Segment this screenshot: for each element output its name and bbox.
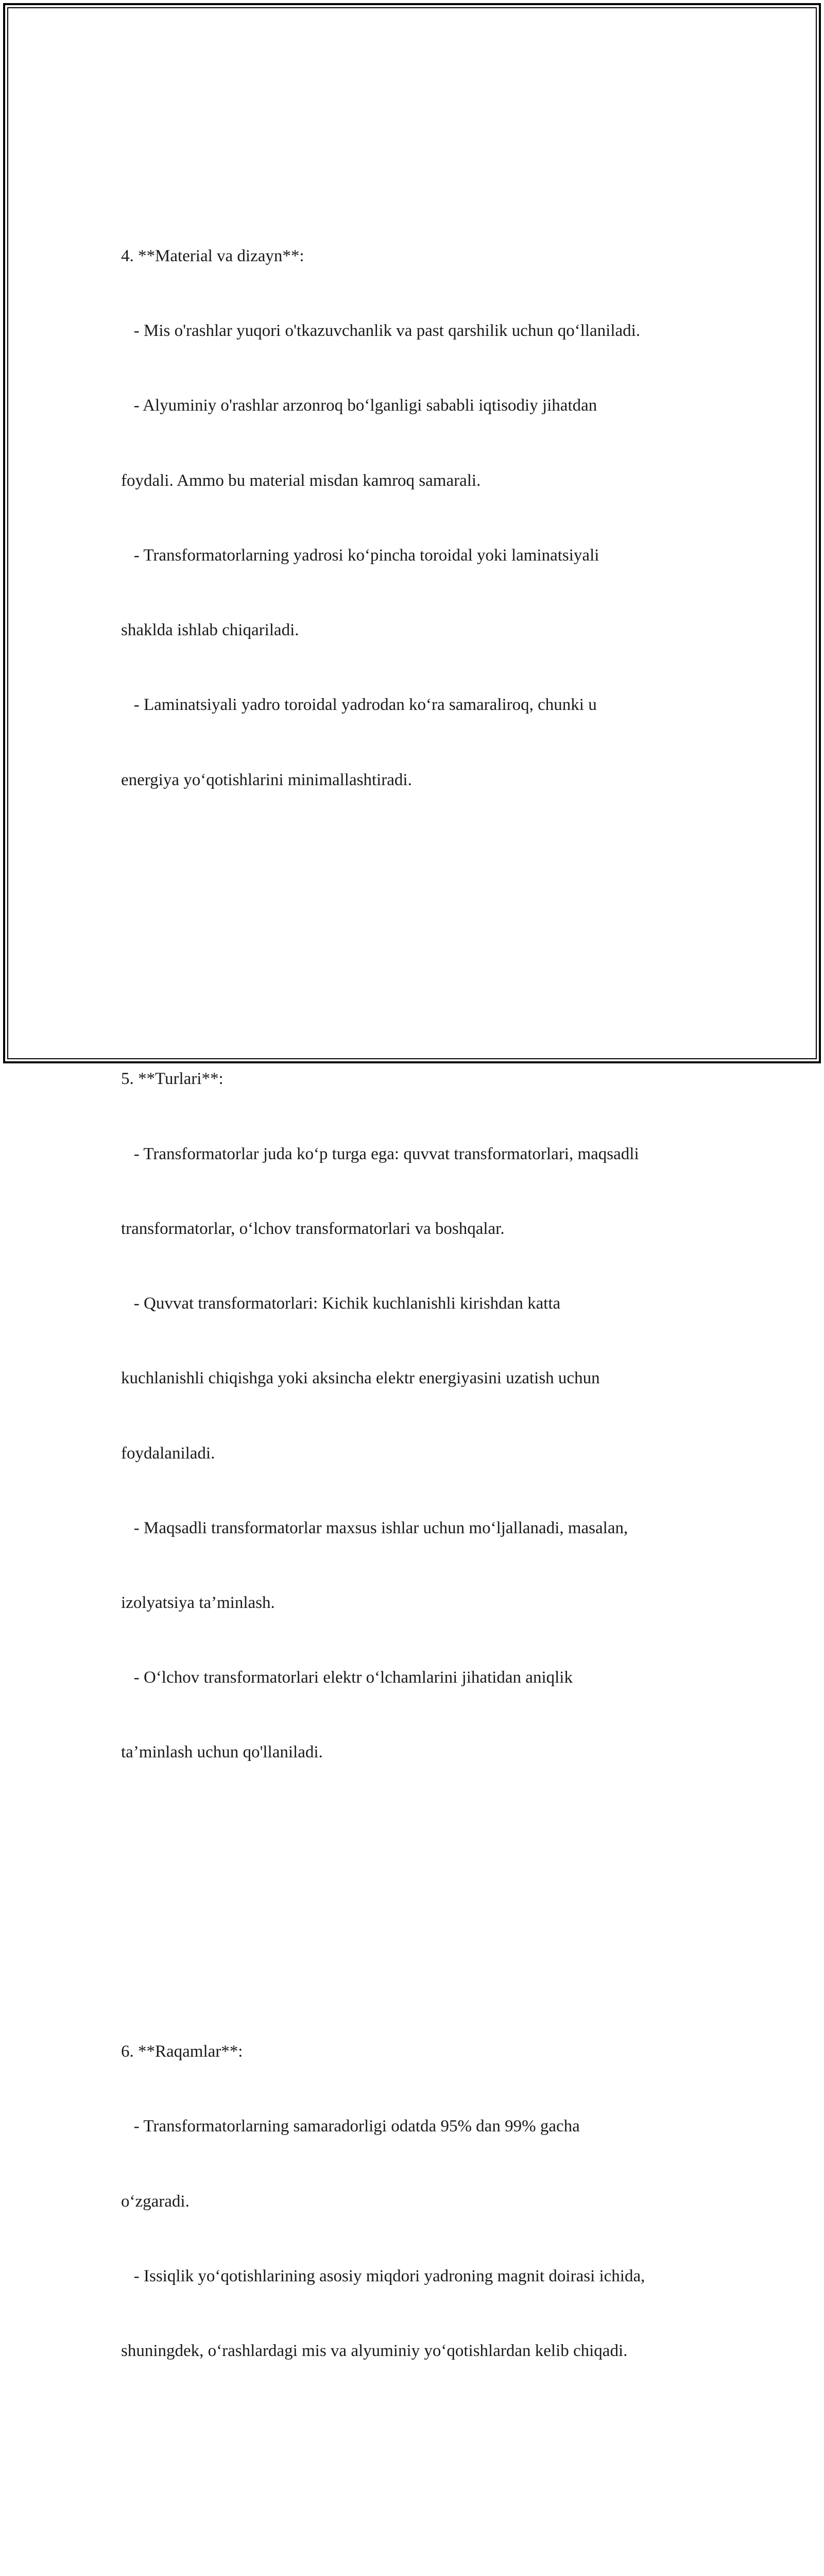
paragraph-line: ta’minlash uchun qo'llaniladi. [121,1743,323,1762]
paragraph-line: - Laminatsiyali yadro toroidal yadrodan ko‘ra samaraliroq, chunki u [121,696,597,715]
paragraph-line: - Issiqlik yo‘qotishlarining asosiy miqdori yadroning magnit doirasi ichida, [121,2266,645,2285]
paragraph-line: - Maqsadli transformatorlar maxsus ishlar uchun mo‘ljallanadi, masalan, [121,1518,628,1537]
section-heading: 4. **Material va dizayn**: [121,247,304,266]
paragraph-line: izolyatsiya ta’minlash. [121,1593,275,1612]
paragraph-line: - Quvvat transformatorlari: Kichik kuchlanishli kirishdan katta [121,1294,561,1313]
section-heading: 5. **Turlari**: [121,1070,224,1089]
section-spacer [121,2488,708,2513]
paragraph-line: foydali. Ammo bu material misdan kamroq samarali. [121,471,481,490]
paragraph-line: - Transformatorlarning yadrosi ko‘pincha toroidal yoki laminatsiyali [121,546,599,565]
paragraph-line: transformatorlar, o‘lchov transformatorlari va boshqalar. [121,1219,505,1238]
paragraph-line: - O‘lchov transformatorlari elektr o‘lchamlarini jihatidan aniqlik [121,1668,573,1687]
paragraph-line: kuchlanishli chiqishga yoki aksincha elektr energiyasini uzatish uchun [121,1369,600,1388]
paragraph-line: - Transformatorlar juda ko‘p turga ega: quvvat transformatorlari, maqsadli [121,1144,639,1163]
paragraph-line: - Transformatorlarning samaradorligi odatda 95% dan 99% gacha [121,2117,580,2136]
paragraph-line: foydalaniladi. [121,1444,215,1463]
section-material [121,194,708,842]
section-turlari [121,1017,708,1815]
paragraph-line: energiya yo‘qotishlarini minimallashtiradi. [121,770,412,789]
paragraph-line: - Mis o'rashlar yuqori o'tkazuvchanlik va past qarshilik uchun qo‘llaniladi. [121,321,641,341]
paragraph-line: o‘zgaradi. [121,2192,190,2211]
section-spacer [121,917,708,942]
paragraph-line: shuningdek, o‘rashlardagi mis va alyuminiy yo‘qotishlardan kelib chiqadi. [121,2342,628,2361]
section-raqamlar [121,1989,708,2413]
paragraph-line: - Alyuminiy o'rashlar arzonroq bo‘lganligi sababli iqtisodiy jihatdan [121,396,597,415]
paragraph-line: shaklda ishlab chiqariladi. [121,621,299,640]
section-heading: 6. **Raqamlar**: [121,2042,243,2061]
section-spacer [121,1890,708,1914]
document-body [121,119,708,2576]
